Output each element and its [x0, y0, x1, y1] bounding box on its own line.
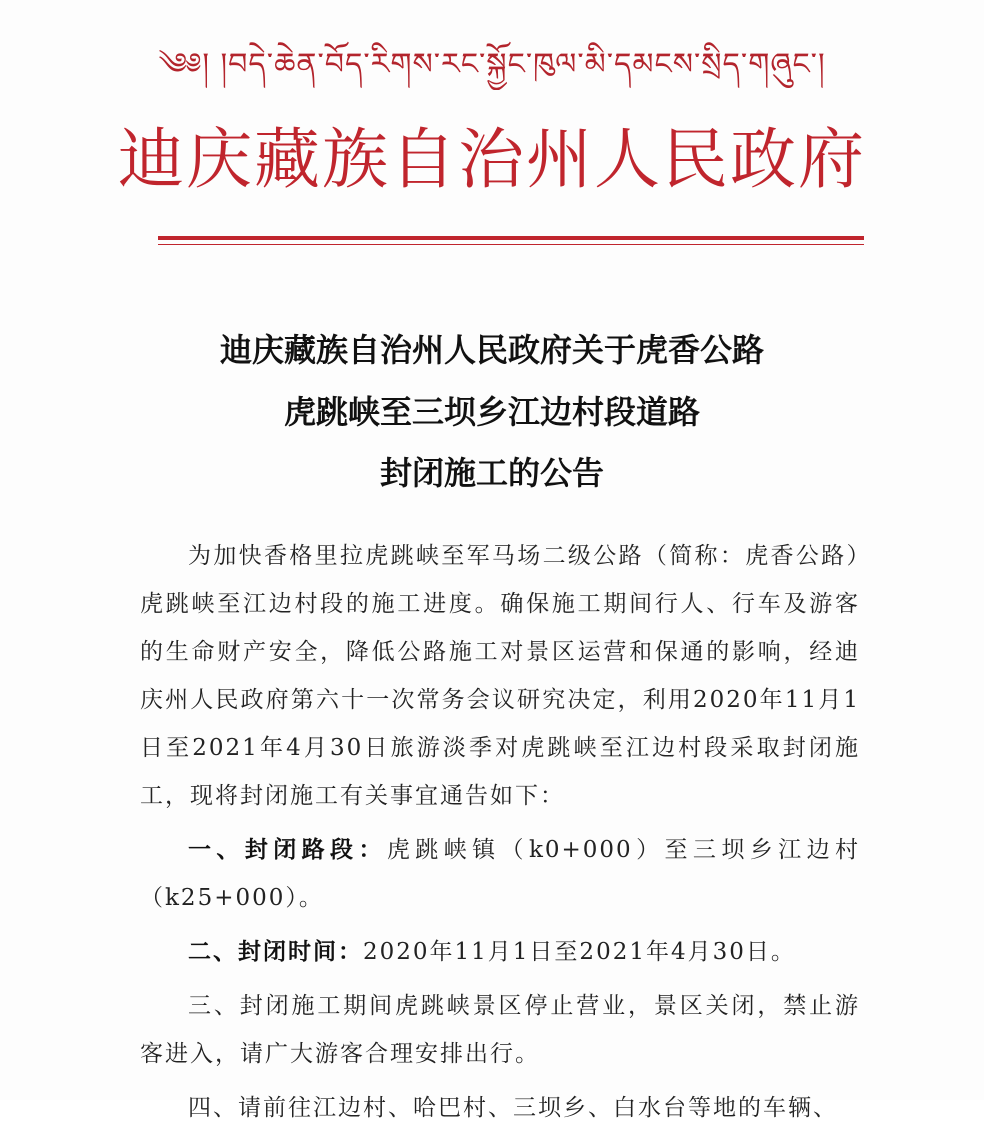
- notice-item-3-text: 三、封闭施工期间虎跳峡景区停止营业，景区关闭，禁止游客进入，请广大游客合理安排出行。: [140, 993, 860, 1067]
- red-header-rule-thin: [158, 244, 864, 245]
- notice-item-1-text: 虎跳峡镇（k0+000）至三坝乡江边村（k25+000）。: [140, 837, 860, 911]
- document-title-line-3: 封闭施工的公告: [379, 454, 604, 492]
- red-header-rule: [158, 236, 864, 240]
- issuing-authority-name: 迪庆藏族自治州人民政府: [118, 121, 866, 198]
- notice-item-2-text: 2020年11月1日至2021年4月30日。: [363, 939, 796, 965]
- document-title-line-1: 迪庆藏族自治州人民政府关于虎香公路: [219, 331, 764, 369]
- notice-item-2-label: 二、封闭时间：: [188, 939, 363, 965]
- notice-item-1: [140, 826, 860, 922]
- document-title-line-2: 虎跳峡至三坝乡江边村段道路: [283, 393, 700, 431]
- notice-item-1-label: 一、封闭路段：: [188, 837, 387, 863]
- tibetan-header-text: ༄༅། །བདེ་ཆེན་བོད་རིགས་རང་སྐྱོང་ཁུལ་མི་དམངས་སྲིད་གཞུང་།: [158, 47, 826, 82]
- intro-paragraph: 为加快香格里拉虎跳峡至军马场二级公路（简称：虎香公路）虎跳峡至江边村段的施工进度。确保施工期间行人、行车及游客的生命财产安全，降低公路施工对景区运营和保通的影响，经迪庆州人民政府第六十一次常务会议研究决定，利用2020年11月1日至2021年4月30日旅游淡季对虎跳峡至江边村段采取封闭施工，现将封闭施工有关事宜通告如下：: [140, 543, 860, 809]
- notice-item-2: [140, 928, 860, 976]
- notice-item-4-text: 四、请前往江边村、哈巴村、三坝乡、白水台等地的车辆、: [188, 1095, 838, 1121]
- document-body: [140, 532, 860, 1132]
- notice-item-3: [140, 982, 860, 1078]
- notice-item-4: [140, 1084, 860, 1132]
